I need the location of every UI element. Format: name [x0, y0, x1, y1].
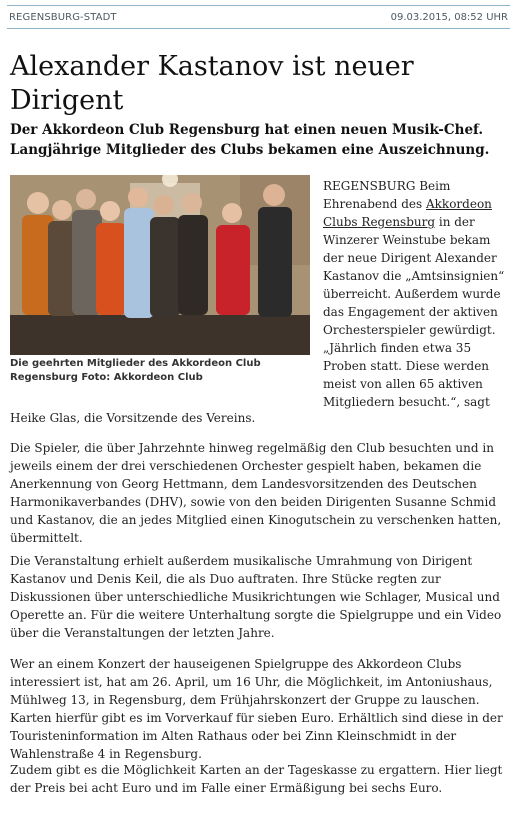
article-paragraph-1 [323, 177, 510, 411]
article-meta-bar [7, 5, 510, 29]
article-photo[interactable] [10, 175, 310, 355]
club-link[interactable]: Akkordeon Clubs Regensburg [323, 197, 492, 229]
paragraph-1-end: in der Winzerer Weinstube bekam der neue Dirigent Alexander Kastanov die „Amtsinsignien“ überreicht. Außerdem wurde das Engagement der aktiven Orchesterspieler gewürdigt. „Jährlich finden etwa 35 Proben statt. Diese werden meist von allen 65 aktiven Mitgliedern besucht.“, sagt [323, 215, 505, 409]
section-label[interactable]: REGENSBURG-STADT [9, 11, 117, 23]
article-paragraph-5: Zudem gibt es die Möglichkeit Karten an der Tageskasse zu ergattern. Hier liegt der Preis bei acht Euro und im Falle einer Ermäßigung bei sechs Euro. [10, 763, 503, 795]
article-paragraph-1-continued: Heike Glas, die Vorsitzende des Vereins. [10, 411, 256, 425]
article-headline: Alexander Kastanov ist neuer Dirigent [10, 51, 414, 116]
group-photo-illustration [10, 175, 310, 355]
article-paragraph-2: Die Spieler, die über Jahrzehnte hinweg regelmäßig den Club besuchten und in jeweils einem der drei verschiedenen Orchester gespielt haben, bekamen die Anerkennung von Georg Hettmann, dem Landesvorsitzenden des Deutschen Harmonikaverbandes (DHV), sowie von den beiden Dirigenten Susanne Schmid und Kastanov, die an jedes Mitglied einen Kinogutschein zu verschenken hatten, übermittelt. [10, 441, 502, 545]
photo-caption: Die geehrten Mitglieder des Akkordeon Club Regensburg Foto: Akkordeon Club [10, 358, 261, 383]
article-paragraph-4: Wer an einem Konzert der hauseigenen Spielgruppe des Akkordeon Clubs interessiert ist, hat am 26. April, um 16 Uhr, die Möglichkeit, im Antoniushaus, Mühlweg 13, in Regensburg, dem Frühjahrskonzert der Gruppe zu lauschen. Karten hierfür gibt es im Vorverkauf für sieben Euro. Erhältlich sind diese in der Touristeninformation im Alten Rathaus oder bei Zinn Kleinschmidt in der Wahlenstraße 4 in Regensburg. [10, 657, 503, 761]
paragraph-1-start: REGENSBURG Beim Ehrenabend des [323, 179, 451, 211]
article-paragraph-3: Die Veranstaltung erhielt außerdem musikalische Umrahmung von Dirigent Kastanov und Denis Keil, die als Duo auftraten. Ihre Stücke regten zur Diskussionen über unterschiedliche Musikrichtungen wie Schlager, Musical und Operette an. Für die weitere Unterhaltung sorgte die Spielgruppe und ein Video über die Veranstaltungen der letzten Jahre. [10, 554, 502, 640]
article-lead: Der Akkordeon Club Regensburg hat einen neuen Musik-Chef. Langjährige Mitglieder des Clubs bekamen eine Auszeichnung. [10, 122, 490, 158]
publish-date: 09.03.2015, 08:52 UHR [390, 11, 508, 23]
